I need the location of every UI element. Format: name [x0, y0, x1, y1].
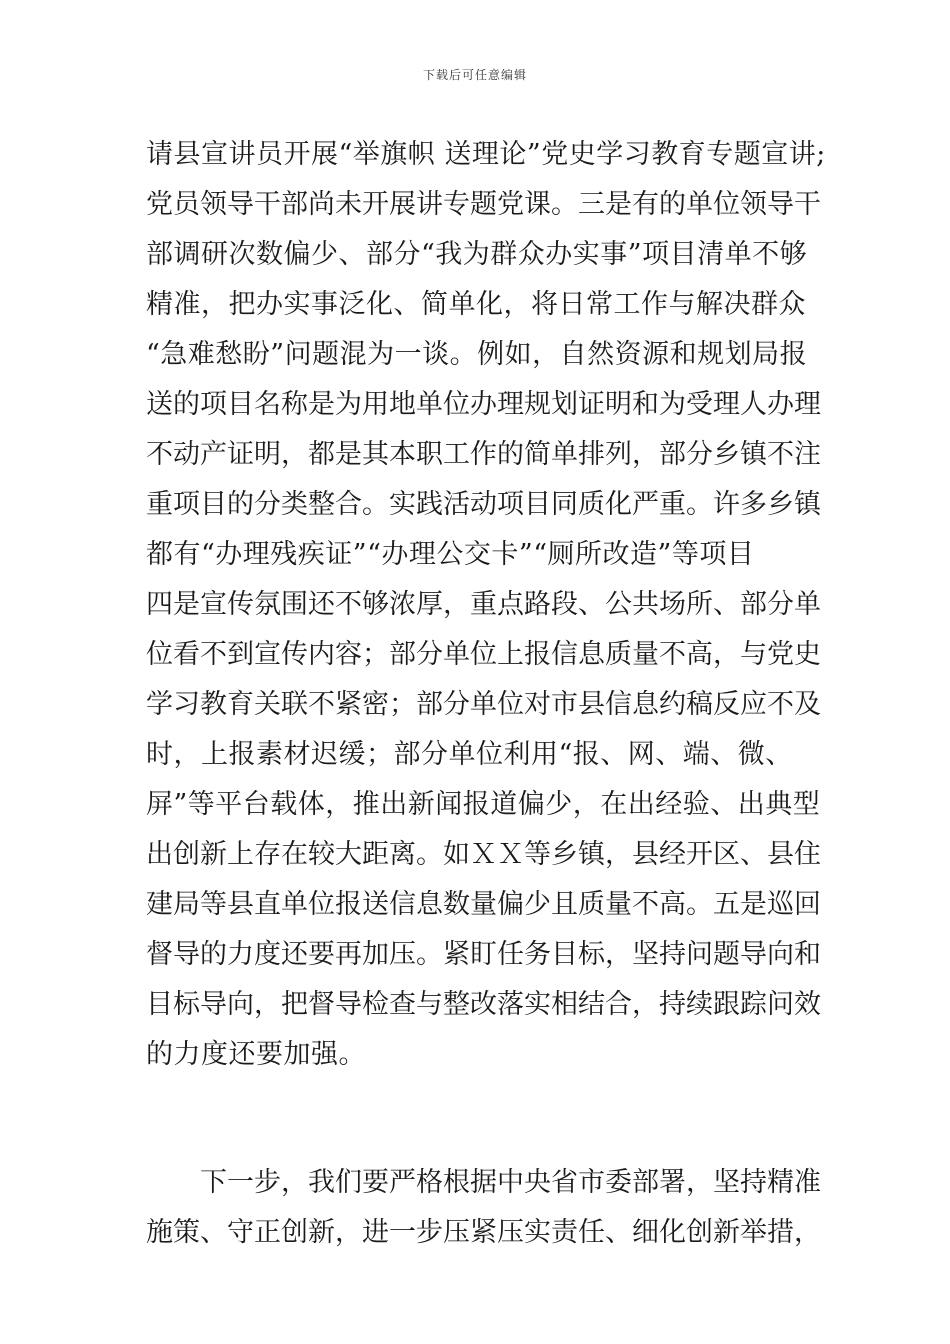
- text-line: 建局等县直单位报送信息数量偏少且质量不高。五是巡回: [146, 889, 821, 920]
- text-line: 的力度还要加强。: [146, 1039, 366, 1070]
- text-line: 四是宣传氛围还不够浓厚，重点路段、公共场所、部分单: [146, 589, 821, 620]
- paragraph-gap: [146, 1080, 826, 1158]
- paragraph-2: [146, 1158, 826, 1258]
- text-line: “急难愁盼”问题混为一谈。例如，自然资源和规划局报: [146, 339, 808, 370]
- text-line: 施策、守正创新，进一步压紧压实责任、细化创新举措，: [146, 1217, 821, 1248]
- text-line: 学习教育关联不紧密；部分单位对市县信息约稿反应不及: [146, 689, 821, 720]
- text-line: 位看不到宣传内容；部分单位上报信息质量不高，与党史: [146, 639, 821, 670]
- text-line: 出创新上存在较大距离。如ＸＸ等乡镇，县经开区、县住: [146, 839, 821, 870]
- text-line: 重项目的分类整合。实践活动项目同质化严重。许多乡镇: [146, 489, 821, 520]
- text-line: 时，上报素材迟缓；部分单位利用“报、网、端、微、: [146, 739, 793, 770]
- text-line: 精准，把办实事泛化、简单化，将日常工作与解决群众: [146, 289, 806, 320]
- text-line: 送的项目名称是为用地单位办理规划证明和为受理人办理: [146, 389, 821, 420]
- document-body: [146, 130, 826, 1258]
- text-line: 目标导向，把督导检查与整改落实相结合，持续跟踪问效: [146, 989, 821, 1020]
- text-line: 屏”等平台载体，推出新闻报道偏少，在出经验、出典型: [146, 789, 821, 820]
- text-line: 部调研次数偏少、部分“我为群众办实事”项目清单不够: [146, 239, 808, 270]
- text-line: 请县宣讲员开展“举旗帜 送理论”党史学习教育专题宣讲;: [146, 139, 826, 170]
- text-line: 督导的力度还要再加压。紧盯任务目标，坚持问题导向和: [146, 939, 821, 970]
- text-line: 下一步，我们要严格根据中央省市委部署，坚持精准: [146, 1167, 821, 1198]
- page-header: 下载后可任意编辑: [422, 68, 527, 82]
- text-line: 都有“办理残疾证”“办理公交卡”“厕所改造”等项目: [146, 539, 755, 570]
- paragraph-1: [146, 130, 826, 1080]
- text-line: 党员领导干部尚未开展讲专题党课。三是有的单位领导干: [146, 189, 821, 220]
- text-line: 不动产证明，都是其本职工作的简单排列，部分乡镇不注: [146, 439, 821, 470]
